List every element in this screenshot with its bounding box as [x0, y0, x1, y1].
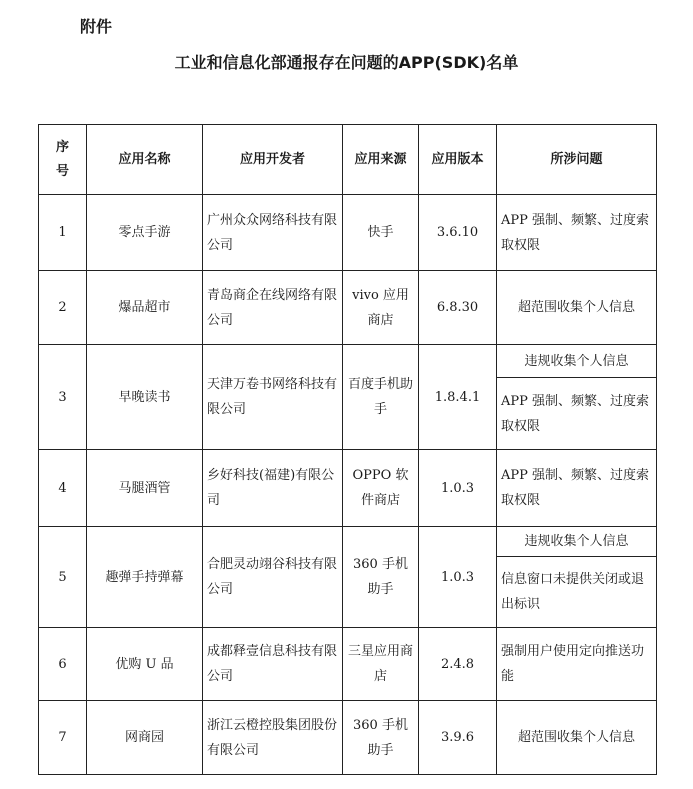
cell-app-name: 爆品超市	[87, 271, 203, 345]
cell-index: 1	[39, 195, 87, 271]
cell-developer: 合肥灵动翊谷科技有限公司	[203, 527, 343, 628]
cell-version: 3.9.6	[419, 701, 497, 775]
cell-issue: APP 强制、频繁、过度索取权限	[497, 450, 657, 527]
cell-index: 7	[39, 701, 87, 775]
cell-issue: 超范围收集个人信息	[497, 701, 657, 775]
header-app-name: 应用名称	[87, 125, 203, 195]
table-row	[39, 450, 657, 527]
header-issues: 所涉问题	[497, 125, 657, 195]
cell-index: 4	[39, 450, 87, 527]
cell-developer: 青岛商企在线网络有限公司	[203, 271, 343, 345]
attachment-label: 附件	[80, 17, 113, 36]
table-row	[39, 628, 657, 701]
cell-version: 1.0.3	[419, 450, 497, 527]
header-index: 序号	[39, 125, 87, 195]
header-row	[39, 125, 657, 195]
cell-version: 1.8.4.1	[419, 345, 497, 450]
cell-issue: APP 强制、频繁、过度索取权限	[497, 378, 657, 450]
cell-developer: 乡好科技(福建)有限公司	[203, 450, 343, 527]
table-row	[39, 345, 657, 378]
cell-developer: 天津万卷书网络科技有限公司	[203, 345, 343, 450]
cell-app-name: 马腿酒管	[87, 450, 203, 527]
cell-developer: 广州众众网络科技有限公司	[203, 195, 343, 271]
cell-index: 5	[39, 527, 87, 628]
cell-source: vivo 应用商店	[343, 271, 419, 345]
document-title: 工业和信息化部通报存在问题的APP(SDK)名单	[174, 53, 519, 72]
cell-app-name: 零点手游	[87, 195, 203, 271]
cell-source: 360 手机助手	[343, 701, 419, 775]
cell-index: 6	[39, 628, 87, 701]
table-row	[39, 527, 657, 557]
cell-issue: 强制用户使用定向推送功能	[497, 628, 657, 701]
cell-issue: 超范围收集个人信息	[497, 271, 657, 345]
cell-index: 2	[39, 271, 87, 345]
cell-app-name: 趣弹手持弹幕	[87, 527, 203, 628]
table-row	[39, 195, 657, 271]
cell-source: OPPO 软件商店	[343, 450, 419, 527]
cell-version: 6.8.30	[419, 271, 497, 345]
cell-issue: 违规收集个人信息	[497, 527, 657, 557]
table-row	[39, 271, 657, 345]
cell-app-name: 早晚读书	[87, 345, 203, 450]
cell-source: 三星应用商店	[343, 628, 419, 701]
cell-issue: 信息窗口未提供关闭或退出标识	[497, 557, 657, 628]
cell-app-name: 优购 U 品	[87, 628, 203, 701]
cell-version: 1.0.3	[419, 527, 497, 628]
cell-source: 百度手机助手	[343, 345, 419, 450]
cell-developer: 成都释壹信息科技有限公司	[203, 628, 343, 701]
app-list-table	[38, 124, 657, 775]
header-source: 应用来源	[343, 125, 419, 195]
header-version: 应用版本	[419, 125, 497, 195]
cell-version: 2.4.8	[419, 628, 497, 701]
cell-source: 360 手机助手	[343, 527, 419, 628]
cell-app-name: 网商园	[87, 701, 203, 775]
cell-source: 快手	[343, 195, 419, 271]
cell-developer: 浙江云橙控股集团股份有限公司	[203, 701, 343, 775]
header-developer: 应用开发者	[203, 125, 343, 195]
cell-version: 3.6.10	[419, 195, 497, 271]
cell-issue: APP 强制、频繁、过度索取权限	[497, 195, 657, 271]
cell-index: 3	[39, 345, 87, 450]
table-row	[39, 701, 657, 775]
cell-issue: 违规收集个人信息	[497, 345, 657, 378]
